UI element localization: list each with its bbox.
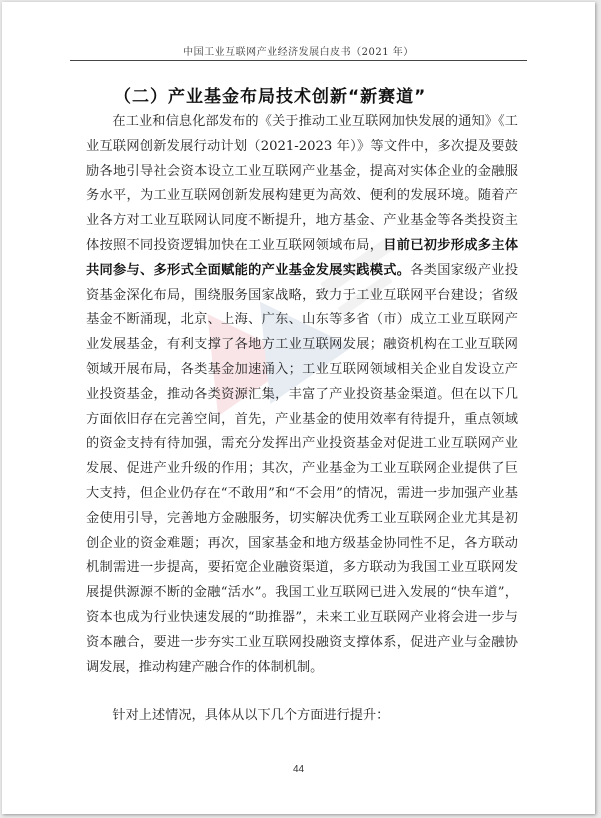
closing-paragraph: 针对上述情况，具体从以下几个方面进行提升：: [112, 708, 390, 723]
paragraph-text-part1: 在工业和信息化部发布的《关于推动工业互联网加快发展的通知》《工业互联网创新发展行动计划（2021-2023 年）》等文件中，多次提及要鼓励各地引导社会资本设立工业互联网产业基金，提高对实体企业的金融服务水平，为工业互联网创新发展构建更为高效、便利的发展环境。随着产业各方对工业互联网认同度不断提升，地方基金、产业基金等各类投资主体按照不同投资逻辑加快在工业互联网领域布局，: [86, 114, 518, 253]
paragraph-text-part2: 各类国家级产业投资基金深化布局，围绕服务国家战略，致力于工业互联网平台建设；省级基金不断涌现，北京、上海、广东、山东等多省（市）成立工业互联网产业发展基金，有利支撑了各地方工业互联网发展；融资机构在工业互联网领域开展布局，各类基金加速涌入；工业互联网领域相关企业自发设立产业投资基金，推动各类资源汇集，丰富了产业投资基金渠道。但在以下几方面依旧存在完善空间，首先，产业基金的使用效率有待提升，重点领域的资金支持有待加强，需充分发挥出产业投资基金对促进工业互联网产业发展、促进产业升级的作用；其次，产业基金为工业互联网企业提供了巨大支持，但企业仍存在“不敢用”和“不会用”的情况，需进一步加强产业基金使用引导，完善地方金融服务，切实解决优秀工业互联网企业尤其是初创企业的资金难题；再次，国家基金和地方级基金协同性不足，各方联动机制需进一步提高，要拓宽企业融资渠道，多方联动为我国工业互联网发展提供源源不断的金融“活水”。我国工业互联网已进入发展的“快车道”，资本也成为行业快速发展的“助推器”，未来工业互联网产业将会进一步与资本融合，要进一步夯实工业互联网投融资支撑体系，促进产业与金融协调发展，推动构建产融合作的体制机制。: [86, 262, 519, 675]
header-divider: [70, 60, 527, 61]
running-header: 中国工业互联网产业经济发展白皮书（2021 年）: [183, 47, 414, 58]
section-title: （二）产业基金布局技术创新“新赛道”: [114, 87, 427, 107]
page-number: 44: [292, 764, 305, 775]
body-paragraph: [86, 110, 518, 680]
document-page: [2, 2, 595, 814]
paragraph-emphasis: 目前已初步形成多主体共同参与、多形式全面赋能的产业基金发展实践模式。: [86, 237, 519, 278]
